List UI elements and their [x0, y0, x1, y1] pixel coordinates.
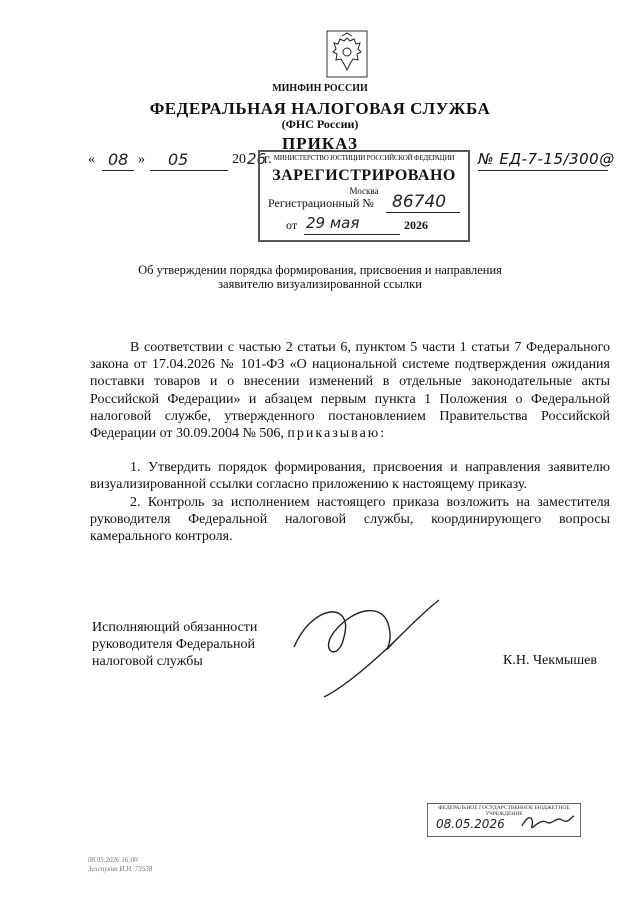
stamp-reg-number: 86740 — [392, 192, 447, 212]
preamble-text: В соответствии с частью 2 статьи 6, пунктом 5 части 1 статьи 7 Федерального закона от 17.04.2026 № 101-ФЗ «О национальной системе подтверждения ожидания поставки товаров и о внесении изменений в отдельные законодательные акты Российской Федерации» и абзацем первым пункта 1 Положения о Федеральной налоговой службе, утвержденного постановлением Правительства Российской Федерации от 30.09.2004 № 506, — [90, 340, 610, 442]
service-name: ФЕДЕРАЛЬНАЯ НАЛОГОВАЯ СЛУЖБА — [149, 99, 491, 118]
footer-line-2: Зелепукин И.Н. 73538 — [88, 865, 153, 873]
office-registration-stamp — [427, 803, 581, 837]
document-type: ПРИКАЗ — [282, 134, 358, 153]
order-item-1: 1. Утвердить порядок формирования, присвоения и направления заявителю визуализированной ссылки согласно приложению к настоящему приказу. — [90, 460, 610, 493]
signatory-name: К.Н. Чекмышев — [503, 653, 597, 668]
office-stamp-date: 08.05.2026 — [436, 817, 505, 831]
order-month: 05 — [168, 150, 189, 169]
footer-line-1: 08.05.2026 16:00 — [88, 856, 138, 864]
service-short-name: (ФНС России) — [281, 117, 359, 131]
ministry-name: МИНФИН РОССИИ — [272, 83, 368, 94]
order-item-2: 2. Контроль за исполнением настоящего приказа возложить на заместителя руководителя Федеральной налоговой службы, координирующего вопросы камерального контроля. — [90, 494, 610, 545]
office-stamp-text: ФЕДЕРАЛЬНОЕ ГОСУДАРСТВЕННОЕ БЮДЖЕТНОЕ УЧРЕЖДЕНИЕ — [438, 805, 570, 817]
stamp-date-underline — [304, 234, 400, 235]
stamp-from-label: от — [286, 218, 298, 232]
stamp-reg-label: Регистрационный № — [268, 196, 374, 210]
stamp-registered-label: ЗАРЕГИСТРИРОВАНО — [272, 167, 456, 184]
order-year-suffix: 26 — [247, 150, 267, 168]
month-underline — [150, 170, 228, 171]
stamp-reg-year: 2026 — [404, 218, 428, 232]
subject-line-2: заявителю визуализированной ссылки — [218, 277, 422, 291]
position-line-2: руководителя Федеральной — [92, 637, 256, 652]
stamp-ministry-header: МИНИСТЕРСТВО ЮСТИЦИИ РОССИЙСКОЙ ФЕДЕРАЦИИ — [273, 154, 455, 162]
order-word: приказываю: — [287, 426, 387, 442]
handwritten-signature-icon — [284, 592, 454, 702]
position-line-1: Исполняющий обязанности — [92, 620, 258, 635]
preamble-paragraph — [90, 339, 610, 442]
order-body — [90, 339, 610, 545]
order-day: 08 — [108, 150, 129, 169]
registration-stamp — [258, 150, 470, 242]
order-number-underline — [478, 170, 608, 171]
subject-line-1: Об утверждении порядка формирования, присвоения и направления — [138, 263, 502, 277]
stamp-city: Москва — [349, 186, 379, 196]
open-quote: « — [88, 152, 95, 167]
coat-of-arms-emblem-icon — [326, 30, 368, 78]
order-number: № ЕД-7-15/300@ — [478, 150, 615, 168]
footer-meta — [88, 856, 152, 874]
close-quote: » — [138, 152, 145, 167]
stamp-reg-underline — [386, 212, 460, 213]
day-underline — [102, 170, 134, 171]
order-subject — [60, 263, 580, 291]
order-year-unit: г. — [264, 152, 272, 167]
stamp-signature-icon — [520, 812, 576, 834]
position-line-3: налоговой службы — [92, 654, 203, 669]
order-year-prefix: 20 — [232, 152, 246, 167]
signatory-position — [92, 619, 257, 670]
stamp-reg-date: 29 мая — [306, 214, 360, 232]
